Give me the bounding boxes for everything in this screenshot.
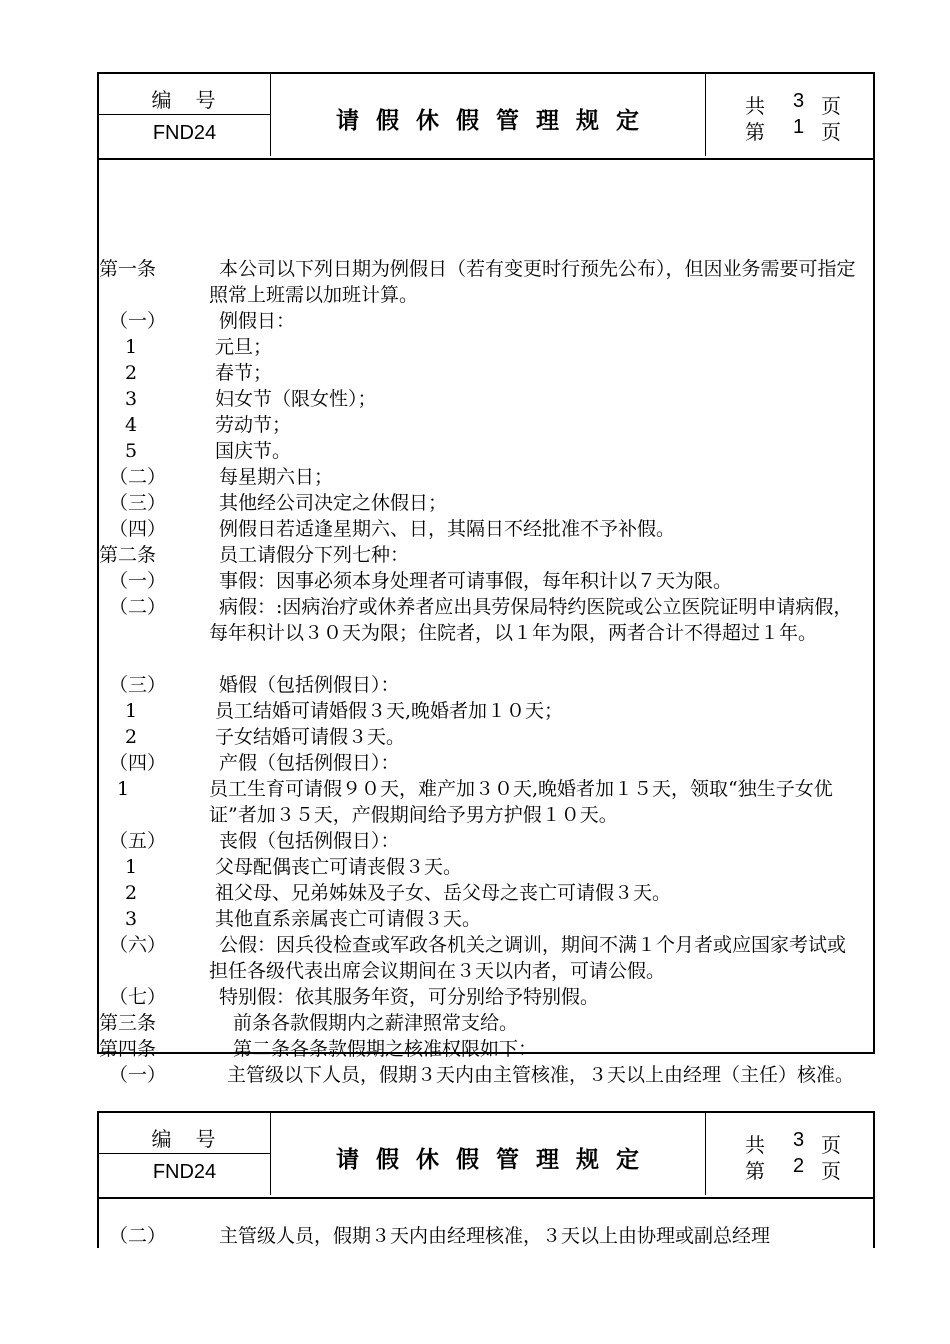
page-unit: 页 xyxy=(821,1133,841,1157)
page-count-cell xyxy=(705,1113,873,1195)
item-text: 其他经公司决定之休假日； xyxy=(219,492,448,514)
document-body xyxy=(99,160,873,1086)
article-label: 第二条 xyxy=(99,544,157,566)
total-pages-value: 3 xyxy=(793,90,805,112)
total-pages-value: 3 xyxy=(793,1129,805,1151)
item-text: 事假：因事必须本身处理者可请事假，每年积计以７天为限。 xyxy=(219,570,733,592)
item-text: 子女结婚可请假３天。 xyxy=(215,726,406,748)
page-unit: 页 xyxy=(821,1159,841,1183)
item-label: 1 xyxy=(117,778,130,800)
item-text: 国庆节。 xyxy=(215,440,292,462)
page-unit: 页 xyxy=(821,94,841,118)
item-label: 3 xyxy=(125,908,138,930)
current-label: 第 xyxy=(745,120,765,144)
item-text: 特别假：依其服务年资，可分别给予特别假。 xyxy=(219,986,600,1008)
number-cell xyxy=(99,1113,271,1195)
item-text: 员工生育可请假９０天，难产加３０天,晚婚者加１５天，领取“独生子女优证”者加３５天，产假期间给予男方护假１０天。 xyxy=(209,778,833,826)
item-text: 婚假（包括例假日）： xyxy=(219,674,400,696)
document-body xyxy=(99,1199,873,1248)
page-count-cell xyxy=(705,74,873,156)
page-header xyxy=(99,74,873,160)
article-label: 第一条 xyxy=(99,258,157,280)
item-label: 5 xyxy=(125,440,138,462)
total-label: 共 xyxy=(745,94,765,118)
number-label: 编 号 xyxy=(151,88,218,112)
item-text: 劳动节； xyxy=(215,414,292,436)
current-page-value: 2 xyxy=(793,1155,805,1177)
page-1 xyxy=(97,72,875,1086)
item-label: （七） xyxy=(109,986,167,1008)
item-label: （五） xyxy=(109,830,167,852)
number-label: 编 号 xyxy=(151,1127,218,1151)
number-cell xyxy=(99,74,271,156)
item-label: （四） xyxy=(109,518,167,540)
current-page xyxy=(745,116,841,145)
article-text: 第二条各条款假期之核准权限如下： xyxy=(233,1038,538,1060)
item-label: 2 xyxy=(125,726,138,748)
item-label: 1 xyxy=(125,856,138,878)
article-text: 本公司以下列日期为例假日（若有变更时行预先公布），但因业务需要可指定照常上班需以加班计算。 xyxy=(209,258,856,306)
item-label: （二） xyxy=(109,1225,167,1247)
article-label: 第三条 xyxy=(99,1012,157,1034)
item-label: 4 xyxy=(125,414,138,436)
item-text: 主管级人员，假期３天内由经理核准，３天以上由协理或副总经理 xyxy=(219,1225,771,1247)
article-label: 第四条 xyxy=(99,1038,157,1060)
divider xyxy=(99,114,270,115)
item-label: 2 xyxy=(125,882,138,904)
item-label: 1 xyxy=(125,336,138,358)
title-cell xyxy=(270,74,706,156)
divider xyxy=(99,1153,270,1154)
item-text: 每星期六日； xyxy=(219,466,334,488)
document-code: FND24 xyxy=(152,122,217,144)
item-text: 祖父母、兄弟姊妹及子女、岳父母之丧亡可请假３天。 xyxy=(215,882,672,904)
item-text: 丧假（包括例假日）： xyxy=(219,830,400,852)
item-label: （四） xyxy=(109,752,167,774)
current-label: 第 xyxy=(745,1159,765,1183)
item-text: 例假日若适逢星期六、日，其隔日不经批准不予补假。 xyxy=(219,518,676,540)
item-text: 妇女节（限女性）； xyxy=(215,388,377,410)
item-text: 春节； xyxy=(215,362,273,384)
document-code: FND24 xyxy=(152,1161,217,1183)
page-2 xyxy=(97,1111,875,1248)
item-text: 主管级以下人员，假期３天内由主管核准，３天以上由经理（主任）核准。 xyxy=(227,1064,855,1086)
item-label: 3 xyxy=(125,388,138,410)
item-text: 其他直系亲属丧亡可请假３天。 xyxy=(215,908,482,930)
item-label: 2 xyxy=(125,362,138,384)
current-page-value: 1 xyxy=(793,116,805,138)
page-header xyxy=(99,1113,873,1199)
item-text: 元旦； xyxy=(215,336,273,358)
item-text: 例假日： xyxy=(219,310,296,332)
total-pages xyxy=(745,1129,841,1158)
title-cell xyxy=(270,1113,706,1195)
document-title: 请假休假管理规定 xyxy=(336,1147,656,1173)
item-label: （三） xyxy=(109,492,167,514)
item-label: （二） xyxy=(109,466,167,488)
item-text: 父母配偶丧亡可请丧假３天。 xyxy=(215,856,463,878)
item-label: （六） xyxy=(109,934,167,956)
item-label: （二） xyxy=(109,596,167,618)
item-label: 1 xyxy=(125,700,138,722)
item-label: （一） xyxy=(109,570,167,592)
item-label: （一） xyxy=(109,310,167,332)
item-label: （一） xyxy=(109,1064,167,1086)
article-text: 员工请假分下列七种： xyxy=(219,544,410,566)
item-label: （三） xyxy=(109,674,167,696)
page-unit: 页 xyxy=(821,120,841,144)
total-label: 共 xyxy=(745,1133,765,1157)
item-text: 病假：:因病治疗或休养者应出具劳保局特约医院或公立医院证明申请病假，每年积计以３０天为限；住院者，以１年为限，两者合计不得超过１年。 xyxy=(209,596,853,644)
total-pages xyxy=(745,90,841,119)
current-page xyxy=(745,1155,841,1184)
article-text: 前条各款假期内之薪津照常支给。 xyxy=(233,1012,519,1034)
item-text: 员工结婚可请婚假３天,晚婚者加１０天； xyxy=(215,700,564,722)
item-text: 公假：因兵役检查或军政各机关之调训，期间不满１个月者或应国家考试或担任各级代表出席会议期间在３天以内者，可请公假。 xyxy=(209,934,847,982)
document-title: 请假休假管理规定 xyxy=(336,108,656,134)
item-text: 产假（包括例假日）： xyxy=(219,752,400,774)
